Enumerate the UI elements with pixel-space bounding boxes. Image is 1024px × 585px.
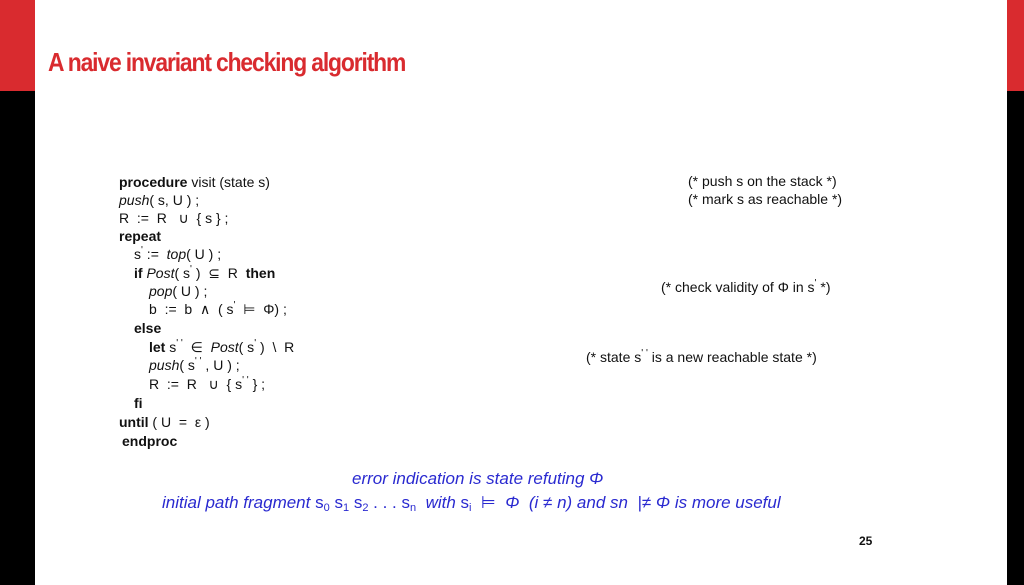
fn-push: push: [119, 192, 150, 208]
prime-mark: ': [254, 338, 257, 349]
var-s: s: [460, 493, 470, 512]
r-union-close: } ;: [248, 376, 266, 392]
r-union: R := R ∪ { s: [149, 376, 243, 392]
note-with: with: [416, 493, 461, 512]
red-accent-bar-left: [0, 0, 35, 91]
comment-push: (* push s on the stack *): [688, 173, 837, 189]
subscript-i: i: [469, 502, 472, 514]
slide-title: A naive invariant checking algorithm: [48, 47, 406, 77]
var-s: s: [165, 339, 177, 355]
var-s: s: [315, 493, 324, 512]
keyword-endproc: endproc: [122, 433, 178, 449]
keyword-if: if: [134, 265, 143, 281]
until-condition: ( U = ε ): [148, 414, 210, 430]
fn-post: Post: [210, 339, 239, 355]
pop-args: ( U ) ;: [172, 283, 208, 299]
comment-state-rest: is a new reachable state *): [647, 349, 817, 365]
code-line-b-assign: [149, 300, 287, 321]
code-line-until: [119, 413, 210, 431]
note-path-prefix: initial path fragment: [162, 493, 316, 512]
keyword-let: let: [149, 339, 166, 355]
note-initial-path: [162, 493, 781, 513]
prime-mark: ': [233, 300, 236, 311]
keyword-then: then: [245, 265, 276, 281]
push-args: ( s, U ) ;: [149, 192, 200, 208]
double-prime-mark: ' ': [194, 356, 202, 367]
prime-mark: ': [814, 278, 817, 289]
b-models-phi: ⊨ Φ) ;: [235, 301, 287, 317]
subscript-n: n: [410, 502, 417, 514]
comment-check-validity: [661, 279, 830, 295]
subscript-1: 1: [342, 502, 350, 514]
code-line-push: [119, 191, 199, 209]
assign-op: :=: [142, 246, 167, 262]
note-error-indication: error indication is state refuting Φ: [352, 469, 604, 488]
element-of: ∈: [182, 339, 211, 355]
double-prime-mark: ' ': [242, 375, 249, 386]
fn-post: Post: [146, 265, 175, 281]
set-minus: ) \ R: [256, 339, 295, 355]
code-line-top: [134, 245, 221, 266]
subscript-0: 0: [323, 502, 330, 514]
comment-new-state: [586, 349, 817, 365]
post-args: ( s: [174, 265, 191, 281]
var-s: s: [401, 493, 410, 512]
red-accent-bar-right: [1007, 0, 1024, 91]
code-line-procedure: [119, 173, 270, 191]
models-symbol: ⊨: [471, 493, 506, 512]
subscript-2: 2: [362, 502, 369, 514]
fn-push: push: [149, 357, 180, 373]
keyword-fi: fi: [134, 395, 143, 411]
b-assign: b := b ∧ ( s: [149, 301, 234, 317]
keyword-repeat: repeat: [119, 228, 162, 244]
code-line-push2: [149, 356, 240, 377]
ellipsis: . . .: [368, 493, 402, 512]
keyword-procedure: procedure: [119, 174, 188, 190]
code-line-pop: [149, 282, 207, 300]
var-s: s: [353, 493, 363, 512]
keyword-until: until: [119, 414, 149, 430]
double-prime-mark: ' ': [641, 348, 648, 359]
page-number: 25: [859, 534, 873, 548]
top-args: ( U ) ;: [186, 246, 222, 262]
push-args: ( s: [179, 357, 195, 373]
comment-mark: (* mark s as reachable *): [688, 191, 843, 207]
fn-top: top: [166, 246, 187, 262]
keyword-else: else: [134, 320, 162, 336]
procedure-signature: visit (state s): [187, 174, 270, 190]
note-path-suffix: Φ (i ≠ n) and sn |≠ Φ is more useful: [505, 493, 781, 512]
post-args: ( s: [238, 339, 255, 355]
comment-check-text: (* check validity of Φ in s: [661, 279, 815, 295]
prime-mark: ': [190, 264, 192, 275]
code-line-r-assign: R := R ∪ { s } ;: [119, 210, 229, 226]
prime-mark: ': [141, 245, 143, 256]
push-args-rest: , U ) ;: [201, 357, 240, 373]
fn-pop: pop: [149, 283, 173, 299]
comment-check-close: *): [816, 279, 831, 295]
var-s: s: [334, 493, 343, 512]
double-prime-mark: ' ': [176, 338, 183, 349]
comment-state-text: (* state s: [586, 349, 642, 365]
code-line-r2-assign: [149, 375, 265, 396]
var-s: s: [134, 246, 141, 262]
post-subset: ) ⊆ R: [191, 265, 246, 281]
